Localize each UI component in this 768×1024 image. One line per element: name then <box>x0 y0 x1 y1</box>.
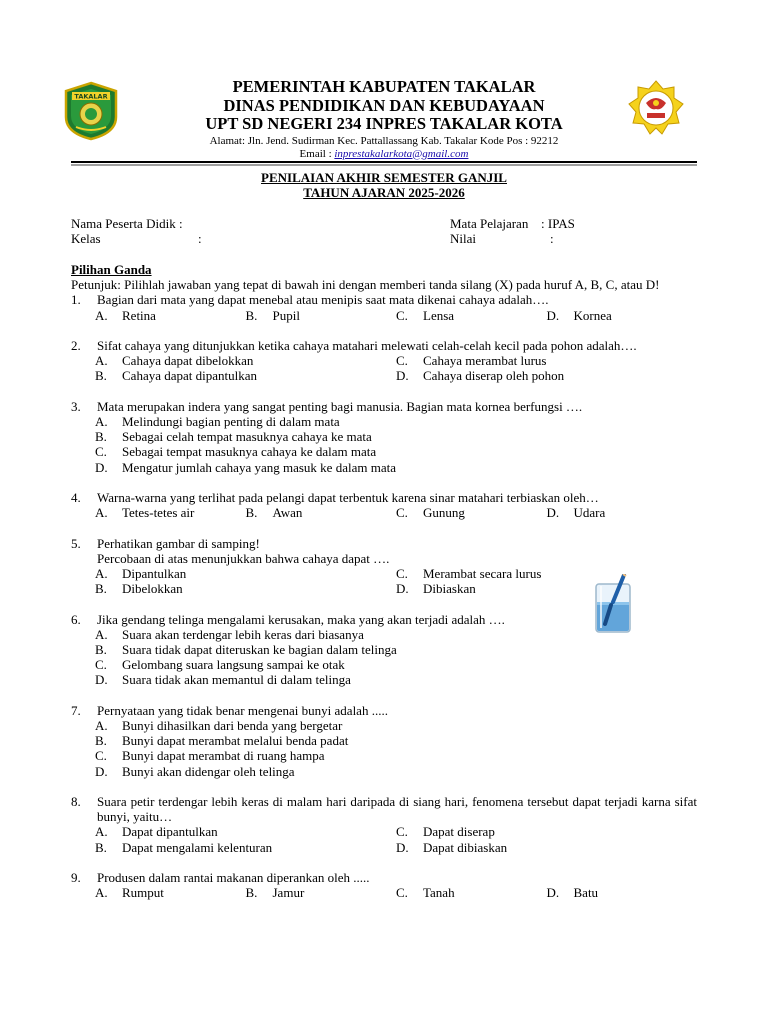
option-a[interactable]: A. Tetes-tetes air <box>95 505 195 521</box>
subject-value: : IPAS <box>541 216 575 231</box>
exam-title <box>0 171 768 200</box>
question-text: Perhatikan gambar di samping! <box>97 535 260 551</box>
option-c[interactable]: C. Merambat secara lurus <box>396 566 542 581</box>
beaker-pencil-illustration <box>593 574 633 634</box>
score-label: Nilai <box>450 231 476 247</box>
option-a[interactable]: A. Suara akan terdengar lebih keras dari biasanya <box>95 626 364 642</box>
department-title: DINAS PENDIDIKAN DAN KEBUDAYAAN <box>223 95 545 115</box>
option-d[interactable]: D. Kornea <box>546 307 612 323</box>
option-c[interactable]: C. Cahaya merambat lurus <box>396 353 547 369</box>
option-a[interactable]: A. Dipantulkan <box>95 566 187 581</box>
question-subtext: Percobaan di atas menunjukkan bahwa cahaya dapat …. <box>97 550 390 566</box>
email-link[interactable]: inprestakalarkota@gmail.com <box>334 147 469 160</box>
question-text: Bagian dari mata yang dapat menebal atau menipis saat mata dikenai cahaya adalah…. <box>97 292 549 308</box>
option-a[interactable]: A. Retina <box>95 307 156 323</box>
school-email-line <box>0 148 768 161</box>
option-a[interactable]: A. Melindungi bagian penting di dalam mata <box>95 414 340 429</box>
option-c[interactable]: C. Gelombang suara langsung sampai ke otak <box>95 657 345 673</box>
question-number: 8. <box>71 794 81 809</box>
option-a[interactable]: A. Rumput <box>95 885 164 901</box>
option-d[interactable]: D. Dapat dibiaskan <box>396 839 508 855</box>
option-a[interactable]: A. Cahaya dapat dibelokkan <box>95 353 254 369</box>
question-8 <box>71 794 697 855</box>
question-number: 1. <box>71 292 81 308</box>
question-text: Sifat cahaya yang ditunjukkan ketika cahaya matahari melewati celah-celah kecil pada pohon adalah…. <box>97 338 637 353</box>
score-colon: : <box>550 231 554 247</box>
option-b[interactable]: B. Sebagai celah tempat masuknya cahaya ke mata <box>95 429 372 445</box>
option-c[interactable]: C. Dapat diserap <box>396 824 495 840</box>
class-label: Kelas <box>71 231 101 247</box>
option-b[interactable]: B. Cahaya dapat dipantulkan <box>95 368 258 384</box>
question-text: Jika gendang telinga mengalami kerusakan, maka yang akan terjadi adalah …. <box>97 611 505 627</box>
question-text: Warna-warna yang terlihat pada pelangi dapat terbentuk karena sinar matahari terbiaskan oleh… <box>97 490 599 505</box>
student-name-label: Nama Peserta Didik : <box>71 216 183 231</box>
subject-identity <box>450 216 575 246</box>
option-b[interactable]: B. Bunyi dapat merambat melalui benda padat <box>95 733 349 749</box>
question-text: Suara petir terdengar lebih keras di malam hari daripada di siang hari, fenomena tersebut dapat terjadi karna sifat bunyi, yaitu… <box>97 794 697 825</box>
option-d[interactable]: D. Suara tidak akan memantul di dalam telinga <box>95 672 351 688</box>
option-b[interactable]: B. Dibelokkan <box>95 581 183 597</box>
option-c[interactable]: C. Tanah <box>396 885 455 901</box>
question-7 <box>71 703 697 779</box>
option-c[interactable]: C. Gunung <box>396 505 465 521</box>
section-title: Pilihan Ganda <box>71 262 152 277</box>
option-d[interactable]: D. Batu <box>546 885 599 901</box>
question-3 <box>71 399 697 475</box>
question-number: 6. <box>71 611 81 627</box>
email-label: Email : <box>299 147 335 160</box>
option-c[interactable]: C. Lensa <box>396 307 455 323</box>
question-text: Mata merupakan indera yang sangat penting bagi manusia. Bagian mata kornea berfungsi …. <box>97 398 583 414</box>
class-colon: : <box>198 231 202 247</box>
question-number: 4. <box>71 490 81 505</box>
question-number: 3. <box>71 398 81 414</box>
question-number: 7. <box>71 702 81 718</box>
question-number: 2. <box>71 338 81 353</box>
question-9 <box>71 870 697 900</box>
exam-year: TAHUN AJARAN 2025-2026 <box>303 184 465 200</box>
question-2 <box>71 338 697 384</box>
option-b[interactable]: B. Dapat mengalami kelenturan <box>95 839 273 855</box>
option-d[interactable]: D. Bunyi akan didengar oleh telinga <box>95 763 295 779</box>
logo-left-text: TAKALAR <box>74 92 108 101</box>
question-text: Pernyataan yang tidak benar mengenai bunyi adalah ..... <box>97 702 388 718</box>
option-d[interactable]: D. Dibiaskan <box>396 581 476 597</box>
question-text: Produsen dalam rantai makanan diperankan oleh ..... <box>97 870 370 885</box>
option-d[interactable]: D. Mengatur jumlah cahaya yang masuk ke dalam mata <box>95 459 396 475</box>
option-d[interactable]: D. Udara <box>546 505 606 521</box>
question-number: 5. <box>71 535 81 551</box>
option-a[interactable]: A. Bunyi dihasilkan dari benda yang bergetar <box>95 718 343 733</box>
letterhead-divider <box>71 161 697 166</box>
school-address: Alamat: Jln. Jend. Sudirman Kec. Pattallassang Kab. Takalar Kode Pos : 92212 <box>209 134 559 147</box>
option-a[interactable]: A. Dapat dipantulkan <box>95 824 218 840</box>
option-b[interactable]: B. Jamur <box>245 885 305 901</box>
subject-label: Mata Pelajaran <box>450 216 529 231</box>
option-d[interactable]: D. Cahaya diserap oleh pohon <box>396 368 565 384</box>
option-b[interactable]: B. Awan <box>245 505 303 521</box>
student-identity <box>71 216 202 246</box>
government-title: PEMERINTAH KABUPATEN TAKALAR <box>232 77 536 96</box>
option-c[interactable]: C. Bunyi dapat merambat di ruang hampa <box>95 748 325 764</box>
option-b[interactable]: B. Pupil <box>245 307 300 323</box>
section-instruction: Petunjuk: Pilihlah jawaban yang tepat di bawah ini dengan memberi tanda silang (X) pada huruf A, B, C, atau D! <box>71 277 660 293</box>
letterhead <box>0 78 768 161</box>
school-title: UPT SD NEGERI 234 INPRES TAKALAR KOTA <box>205 114 563 133</box>
question-1 <box>71 292 697 322</box>
exam-name: PENILAIAN AKHIR SEMESTER GANJIL <box>261 170 507 185</box>
option-c[interactable]: C. Sebagai tempat masuknya cahaya ke dalam mata <box>95 444 377 460</box>
question-4 <box>71 490 697 520</box>
question-number: 9. <box>71 870 81 885</box>
option-b[interactable]: B. Suara tidak dapat diteruskan ke bagian dalam telinga <box>95 642 397 657</box>
